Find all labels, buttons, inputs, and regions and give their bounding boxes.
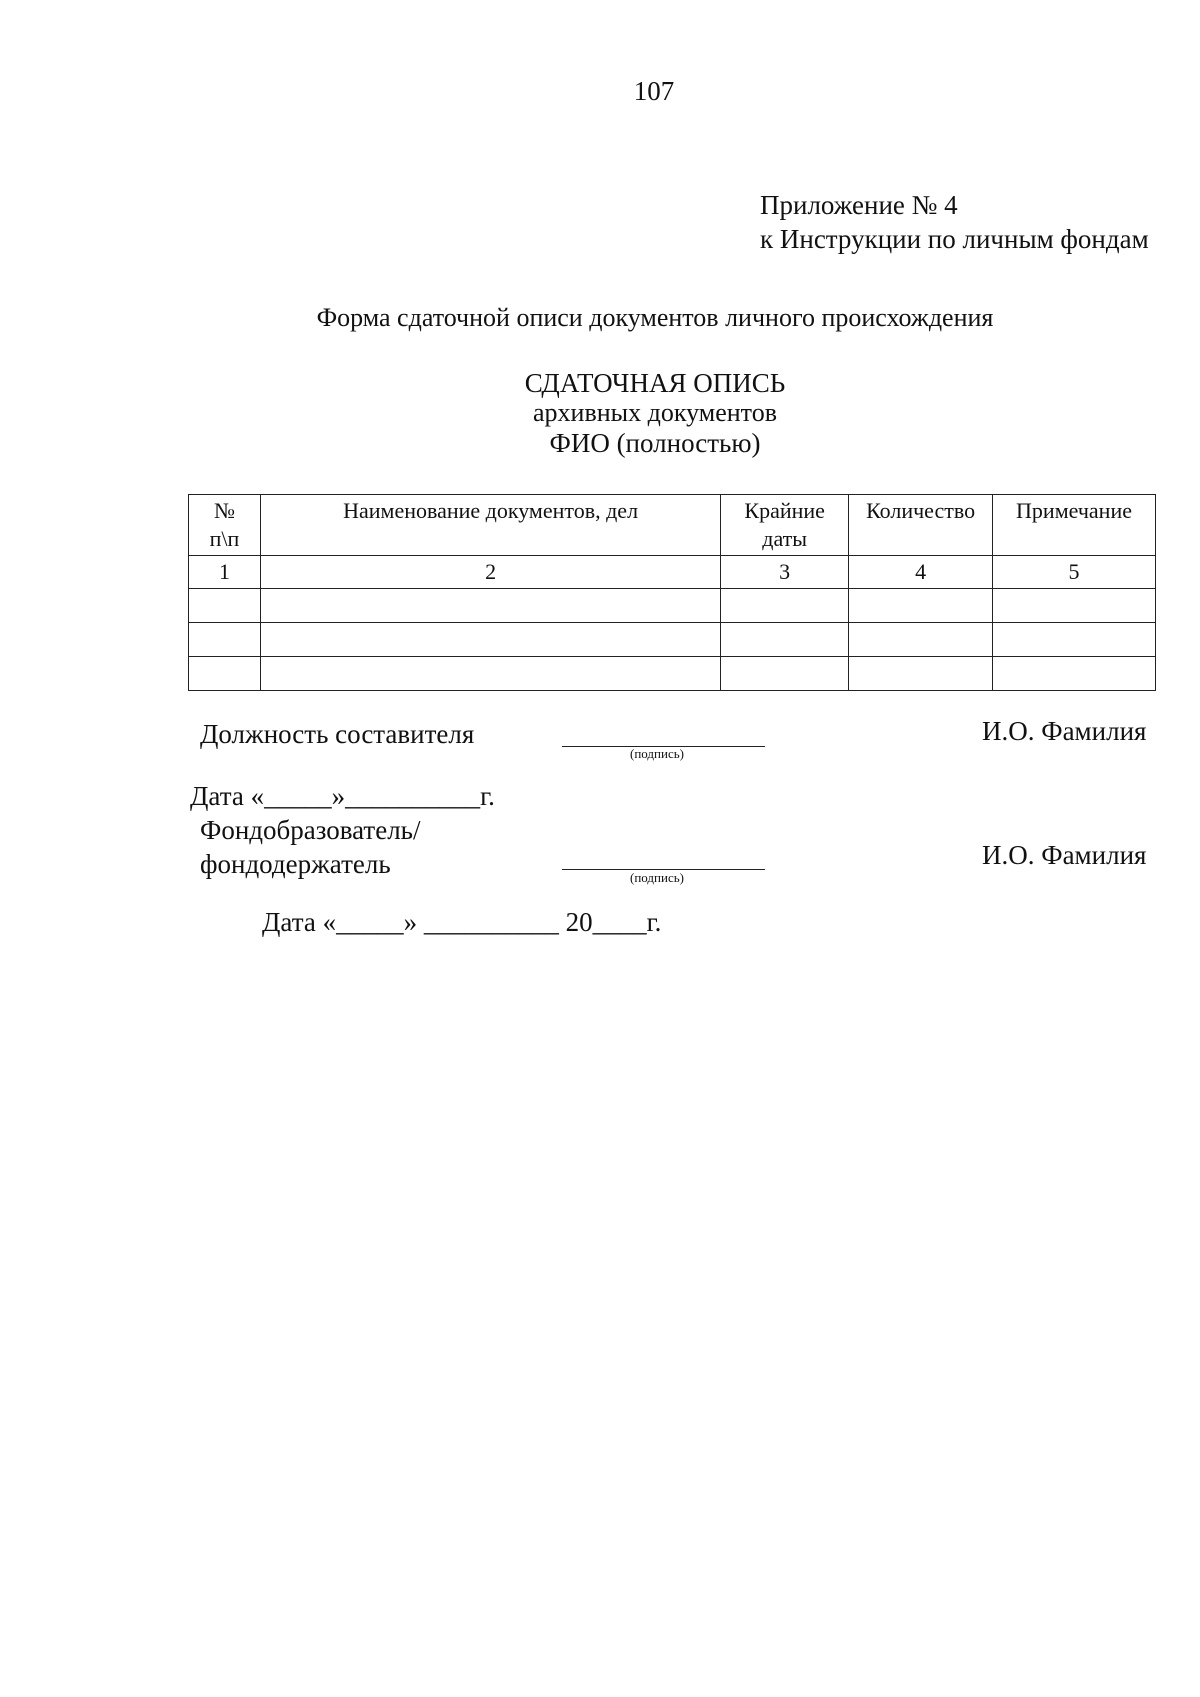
table-row [189, 657, 1156, 691]
table-cell [260, 623, 720, 657]
date-field: Дата «_____»__________г. [190, 781, 495, 811]
document-title: СДАТОЧНАЯ ОПИСЬ [524, 368, 786, 398]
column-number: 1 [189, 556, 261, 589]
column-number: 3 [721, 556, 849, 589]
table-cell [993, 657, 1156, 691]
table-cell [993, 623, 1156, 657]
appendix-note [760, 188, 1149, 256]
table-cell [260, 589, 720, 623]
signature-line [562, 720, 765, 747]
table-cell [189, 623, 261, 657]
initials-surname: И.О. Фамилия [982, 840, 1147, 870]
table-cell [721, 657, 849, 691]
table-cell [849, 657, 993, 691]
column-number: 5 [993, 556, 1156, 589]
signature-line [562, 843, 765, 870]
inventory-table [188, 494, 1156, 691]
table-cell [189, 657, 261, 691]
header-document-name: Наименование документов, дел [260, 495, 720, 556]
table-cell [721, 623, 849, 657]
page-number: 107 [633, 76, 675, 106]
appendix-line-2: к Инструкции по личным фондам [760, 224, 1149, 254]
signature-caption: (подпись) [630, 746, 684, 761]
appendix-line-1: Приложение № 4 [760, 190, 958, 220]
table-cell [849, 589, 993, 623]
table-row [189, 623, 1156, 657]
table-cell [993, 589, 1156, 623]
fund-creator-label: Фондобразователь/ фондодержатель [200, 815, 421, 879]
column-number: 2 [260, 556, 720, 589]
initials-surname: И.О. Фамилия [982, 716, 1147, 746]
form-title: Форма сдаточной описи документов личного происхождения [316, 303, 994, 332]
table-header-row [189, 495, 1156, 556]
header-quantity: Количество [849, 495, 993, 556]
document-subtitle: архивных документов [533, 398, 777, 427]
column-number: 4 [849, 556, 993, 589]
document-name: ФИО (полностью) [549, 428, 761, 458]
table-row [189, 589, 1156, 623]
table-cell [721, 589, 849, 623]
compiler-position-label: Должность составителя [200, 719, 475, 749]
header-notes: Примечание [993, 495, 1156, 556]
table-cell [260, 657, 720, 691]
signature-caption: (подпись) [630, 870, 684, 885]
header-number: № п\п [189, 495, 261, 556]
table-cell [849, 623, 993, 657]
column-number-row [189, 556, 1156, 589]
table-cell [189, 589, 261, 623]
date-field: Дата «_____» __________ 20____г. [262, 907, 662, 937]
header-dates: Крайние даты [721, 495, 849, 556]
document-title-block [0, 368, 1200, 458]
